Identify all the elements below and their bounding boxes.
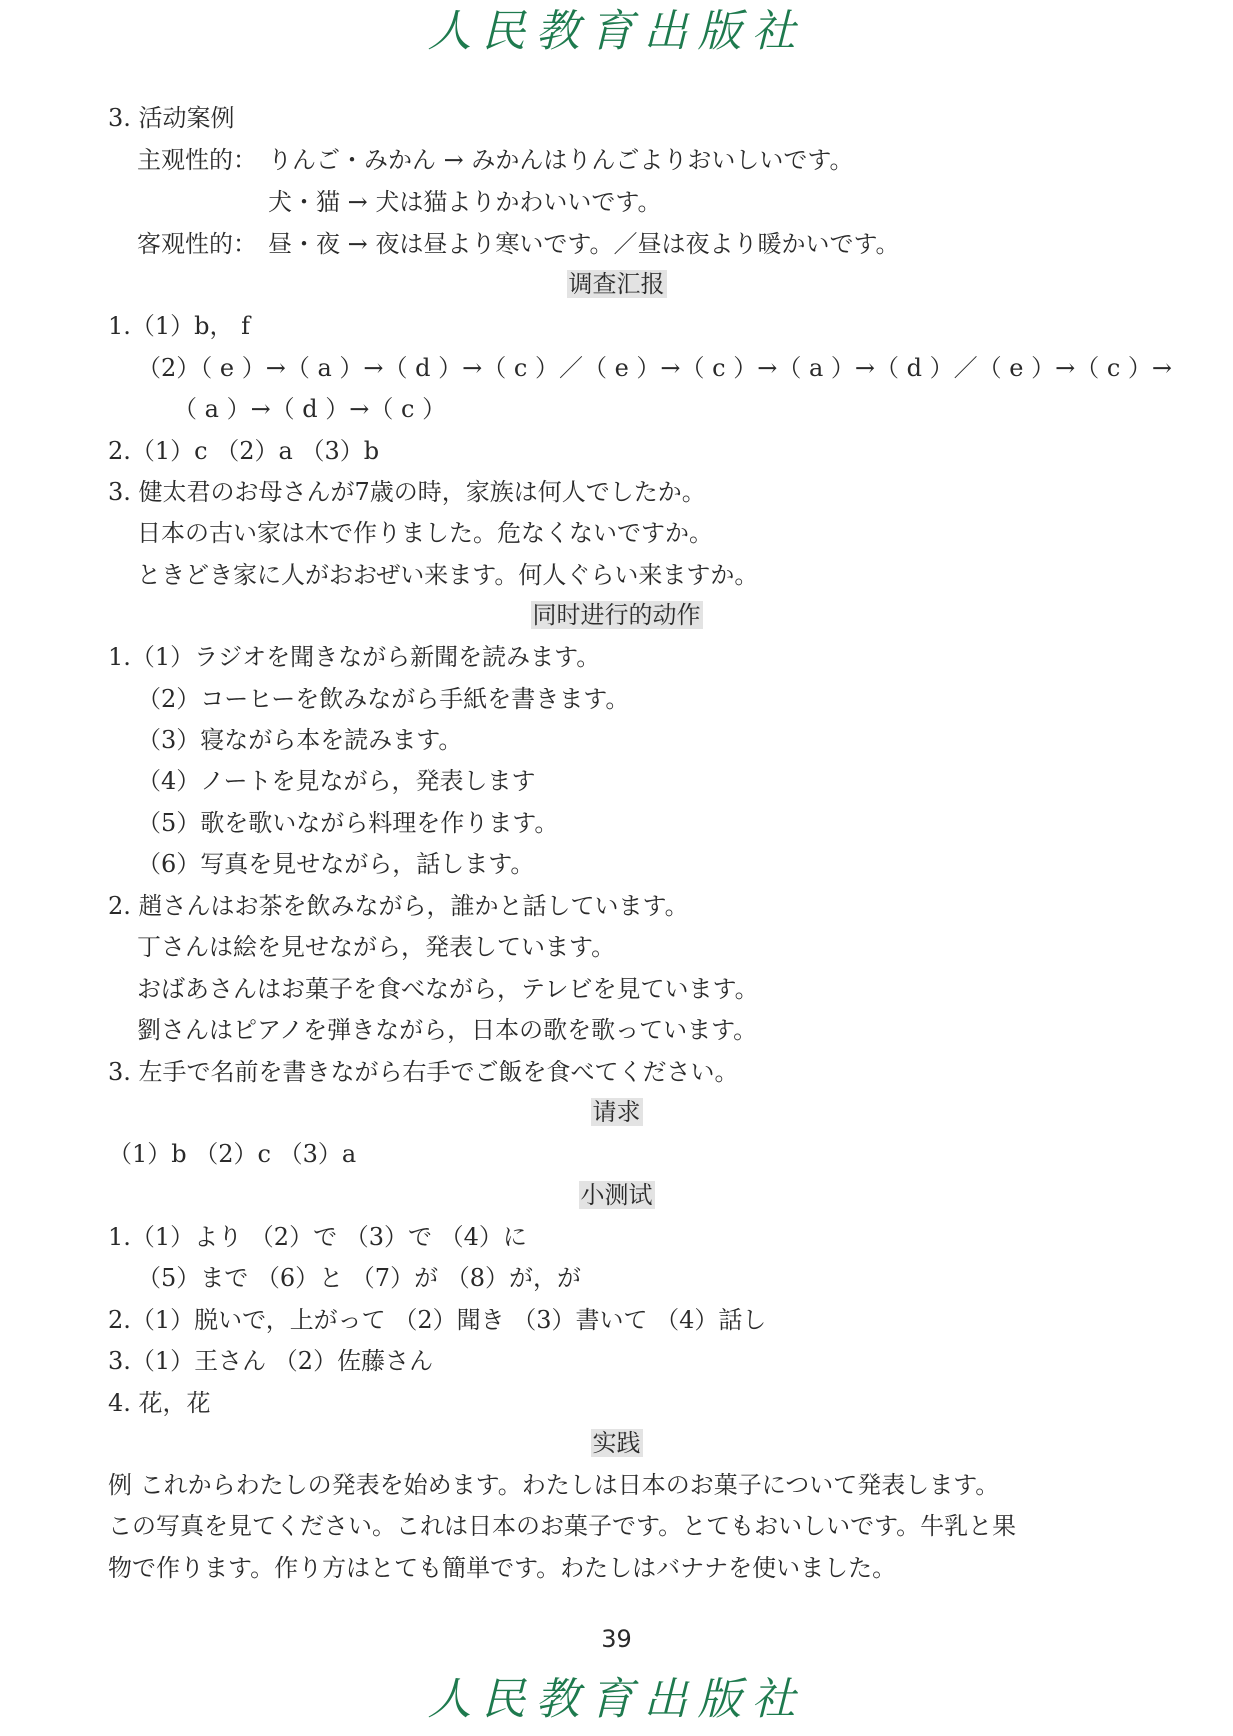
simultaneous-line: （3）寝ながら本を読みます。 (137, 726, 463, 754)
simultaneous-line: （6）写真を見せながら，話します。 (137, 850, 535, 878)
quiz-line: （5）まで （6）と （7）が （8）が，が (137, 1264, 581, 1292)
quiz-line: 4. 花，花 (108, 1389, 211, 1417)
survey-line: 日本の古い家は木で作りました。危なくないですか。 (137, 519, 713, 547)
practice-line: 例 これからわたしの発表を始めます。わたしは日本のお菓子について発表します。 (108, 1471, 1000, 1499)
simultaneous-line: 丁さんは絵を見せながら，発表しています。 (137, 933, 616, 961)
quiz-line: 1.（1）より （2）で （3）で （4）に (108, 1223, 527, 1251)
survey-line: （ a ）→（ d ）→（ c ） (173, 395, 447, 423)
survey-line: （2）（ e ）→（ a ）→（ d ）→（ c ）／（ e ）→（ c ）→（ a ）→（ d ）／（ e ）→（ c ）→ (137, 354, 1172, 382)
quiz-line: 3.（1）王さん （2）佐藤さん (108, 1347, 434, 1375)
simultaneous-line: （4）ノートを見ながら，発表します (137, 767, 536, 795)
simultaneous-line: 3. 左手で名前を書きながら右手でご飯を食べてください。 (108, 1058, 739, 1086)
objective-example: 昼・夜 → 夜は昼より寒いです。／昼は夜より暖かいです。 (268, 230, 900, 258)
quiz-line: 2.（1）脱いで，上がって （2）聞き （3）書いて （4）話し (108, 1306, 767, 1334)
section-heading-request: 请求 (592, 1098, 641, 1126)
subjective-example-2: 犬・猫 → 犬は猫よりかわいいです。 (268, 188, 662, 216)
survey-line: 3. 健太君のお母さんが7歳の時，家族は何人でしたか。 (108, 478, 706, 506)
request-answers: （1）b （2）c （3）a (108, 1140, 357, 1168)
section-heading-survey: 调查汇报 (568, 270, 665, 298)
page-number: 39 (601, 1625, 632, 1653)
activity-title: 3. 活动案例 (108, 104, 235, 132)
publisher-logo-bottom: 人民教育出版社 (427, 1674, 806, 1725)
section-heading-practice: 实践 (592, 1429, 641, 1457)
simultaneous-line: （2）コーヒーを飲みながら手紙を書きます。 (137, 685, 630, 713)
subjective-example-1: りんご・みかん → みかんはりんごよりおいしいです。 (268, 146, 854, 174)
survey-line: 1.（1）b， f (108, 312, 251, 340)
section-heading-simultaneous: 同时进行的动作 (532, 601, 701, 629)
simultaneous-line: 2. 趙さんはお茶を飲みながら，誰かと話しています。 (108, 892, 689, 920)
simultaneous-line: 劉さんはピアノを弾きながら，日本の歌を歌っています。 (137, 1016, 758, 1044)
survey-line: ときどき家に人がおおぜい来ます。何人ぐらい来ますか。 (137, 561, 759, 589)
survey-line: 2.（1）c （2）a （3）b (108, 437, 380, 465)
simultaneous-line: 1.（1）ラジオを聞きながら新聞を読みます。 (108, 643, 601, 671)
practice-line: 物で作ります。作り方はとても簡単です。わたしはバナナを使いました。 (108, 1554, 897, 1582)
objective-label: 客观性的： (137, 230, 257, 258)
simultaneous-line: おばあさんはお菓子を食べながら，テレビを見ています。 (137, 975, 759, 1003)
simultaneous-line: （5）歌を歌いながら料理を作ります。 (137, 809, 559, 837)
subjective-label: 主观性的： (137, 146, 257, 174)
practice-line: この写真を見てください。これは日本のお菓子です。とてもおいしいです。牛乳と果 (108, 1512, 1017, 1540)
publisher-logo-top: 人民教育出版社 (427, 6, 806, 57)
section-heading-quiz: 小测试 (580, 1181, 653, 1209)
